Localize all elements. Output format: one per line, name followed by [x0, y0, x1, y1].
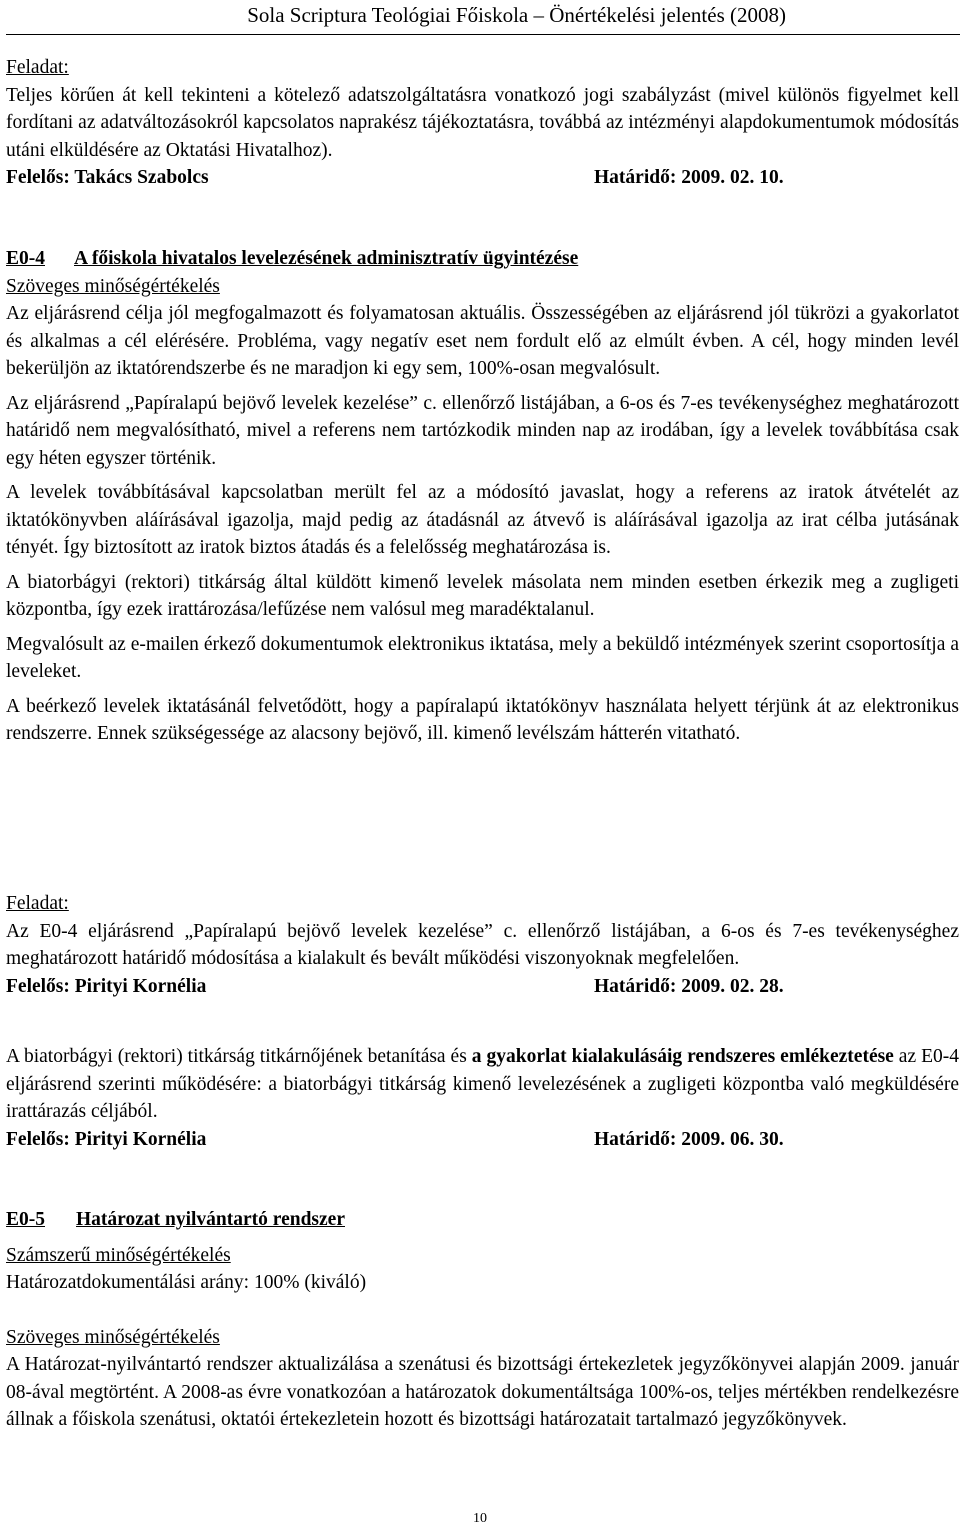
paragraph: A biatorbágyi (rektori) titkárság által küldött kimenő levelek másolata nem minden esetben érkezik meg a zugligeti központba, így ezek irattározása/lefűzése nem valósul meg maradéktalanul. [6, 571, 959, 620]
responsibility-line [6, 973, 959, 1001]
section-e04 [6, 245, 959, 748]
task-text-part: az E0-4 eljárásrend szerinti működésére: a biatorbágyi titkárság kimenő levelezésének a zugligeti központba való megküldésére irattárazás céljából. [6, 1046, 959, 1122]
task-block-3 [6, 1043, 959, 1153]
section-code: E0-4 [6, 248, 45, 269]
section-heading [6, 1206, 959, 1234]
paragraph: Megvalósult az e-mailen érkező dokumentumok elektronikus iktatása, mely a beküldő intézmények szerint csoportosítja a leveleket. [6, 633, 959, 682]
responsible-person: Felelős: Takács Szabolcs [6, 167, 209, 188]
deadline: Határidő: 2009. 02. 10. [594, 167, 784, 188]
eval-label: Szöveges minőségértékelés [6, 1326, 220, 1348]
responsible-person: Felelős: Pirityi Kornélia [6, 975, 207, 997]
quant-label: Számszerű minőségértékelés [6, 1244, 231, 1266]
responsibility-line [6, 1126, 959, 1154]
header-rule [6, 34, 960, 35]
page-number: 10 [473, 1511, 487, 1526]
task-text: Teljes körűen át kell tekinteni a kötelező adatszolgáltatásra vonatkozó jogi szabályzást (mivel különös figyelmet kell fordítani az adatváltozásokról kapcsolatos naprakész tájékoztatásra, továbbá az intézményi alapdokumentumok módosítás utáni elküldésére az Oktatási Hivatalhoz). [6, 84, 959, 161]
paragraph: A beérkező levelek iktatásánál felvetődött, hogy a papíralapú iktatókönyv használata helyett térjünk át az elektronikus rendszerre. Ennek szükségessége az alacsony bejövő, ill. kimenő levélszám hátterén vitatható. [6, 695, 959, 744]
document-page [6, 0, 959, 1539]
section-heading [6, 245, 959, 273]
eval-label: Szöveges minőségértékelés [6, 275, 220, 297]
task-block-1 [6, 54, 959, 192]
deadline: Határidő: 2009. 02. 28. [594, 975, 784, 997]
task-label: Feladat: [6, 57, 69, 78]
paragraph: A Határozat-nyilvántartó rendszer aktualizálása a szenátusi és bizottsági értekezletek jegyzőkönyvei alapján 2009. január 08-ával megtörtént. A 2008-as évre vonatkozóan a határozatok dokumentáltsága 100%-os, teljes mértékben rendelkezésre állnak a főiskola szenátusi, oktatói értekezletein hozott és bizottsági határozatait tartalmazó jegyzőkönyvek. [6, 1354, 959, 1430]
task-label: Feladat: [6, 893, 69, 914]
task-text-part: A biatorbágyi (rektori) titkárság titkárnőjének betanítása és [6, 1046, 472, 1067]
task-text: Az E0-4 eljárásrend „Papíralapú bejövő levelek kezelése” c. ellenőrző listájában, a 6-os és 7-es tevékenységhez meghatározott határidő módosítása a kialakult és bevált működési viszonyoknak megfelelően. [6, 920, 959, 969]
task-text [6, 1043, 959, 1126]
responsible-person: Felelős: Pirityi Kornélia [6, 1128, 207, 1150]
paragraph: Az eljárásrend „Papíralapú bejövő levelek kezelése” c. ellenőrző listájában, a 6-os és 7-es tevékenységhez meghatározott határidő nem megvalósítható, mivel a referens nem tartózkodik minden nap az irodában, így a levelek továbbítása csak egy héten egyszer történik. [6, 392, 959, 469]
page-header: Sola Scriptura Teológiai Főiskola – Önértékelési jelentés (2008) [247, 3, 786, 27]
responsibility-line [6, 164, 959, 192]
section-title: Határozat nyilvántartó rendszer [76, 1209, 345, 1230]
task-text-emphasis: a gyakorlat kialakulásáig rendszeres emlékeztetése [471, 1046, 894, 1067]
paragraph: Az eljárásrend célja jól megfogalmazott és folyamatosan aktuális. Összességében az eljárásrend jól tükrözi a gyakorlatot és alkalmas a cél elérésére. Probléma, vagy negatív eset nem fordult elő az elmúlt évben. A cél, hogy minden levél bekerüljön az iktatórendszerbe és ne maradjon ki egy sem, 100%-osan megvalósult. [6, 303, 959, 379]
quant-text: Határozatdokumentálási arány: 100% (kiváló) [6, 1272, 367, 1293]
deadline: Határidő: 2009. 06. 30. [594, 1128, 784, 1150]
task-block-2 [6, 890, 959, 1000]
paragraph: A levelek továbbításával kapcsolatban merült fel az a módosító javaslat, hogy a referens az iratok átvételét az iktatókönyvben aláírásával igazolja, majd pedig az átadásnál az átvevő is aláírásával igazolja az irat célba jutásának tényét. Így biztosított az iratok biztos átadás és a felelősség meghatározása is. [6, 482, 959, 558]
section-title: A főiskola hivatalos levelezésének adminisztratív ügyintézése [74, 248, 579, 269]
section-e05 [6, 1206, 959, 1434]
section-code: E0-5 [6, 1209, 45, 1230]
